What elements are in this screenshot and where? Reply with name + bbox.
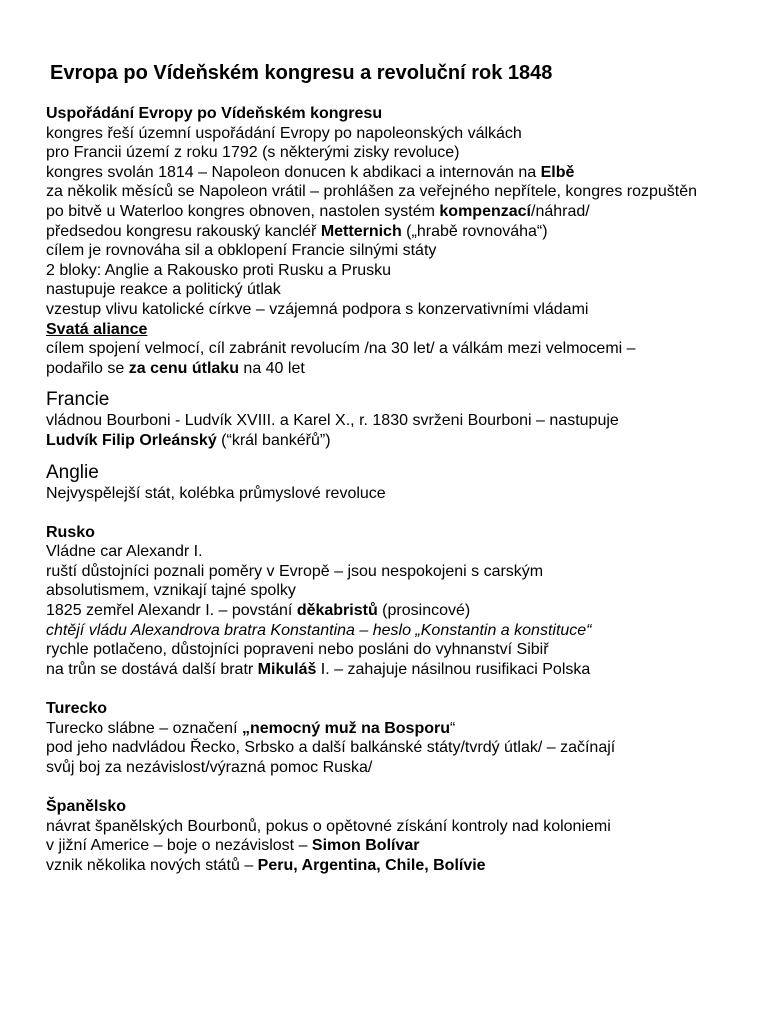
text-line: 2 bloky: Anglie a Rakousko proti Rusku a Prusku — [46, 261, 392, 279]
section-heading-anglie: Anglie — [46, 461, 99, 483]
term-elbe: Elbě — [540, 163, 575, 181]
section-heading-rusko: Rusko — [46, 523, 95, 541]
term-mikulas: Mikuláš — [257, 660, 317, 678]
term-ludvik-filip: Ludvík Filip Orleánský — [46, 431, 217, 449]
text-line: podařilo se za cenu útlaku na 40 let — [46, 359, 305, 377]
text-line: kongres svolán 1814 – Napoleon donucen k abdikaci a internován na Elbě — [46, 163, 575, 181]
text-line: vzestup vlivu katolické církve – vzájemná podpora s konzervativními vládami — [46, 300, 589, 318]
text-line: pro Francii území z roku 1792 (s některými zisky revoluce) — [46, 144, 460, 162]
text-line: Turecko slábne – označení „nemocný muž na Bosporu“ — [46, 719, 456, 737]
text-line: pod jeho nadvládou Řecko, Srbsko a další balkánské státy/tvrdý útlak/ – začínají — [46, 739, 616, 757]
term-kompenzaci: kompenzací — [439, 202, 531, 220]
subheading-svata-aliance: Svatá aliance — [46, 320, 148, 338]
section-heading-spanelsko: Španělsko — [46, 798, 127, 815]
text-line: Ludvík Filip Orleánský (“král bankéřů”) — [46, 431, 331, 449]
text-line: v jižní Americe – boje o nezávislost – Simon Bolívar — [46, 837, 420, 855]
term-simon-bolivar: Simon Bolívar — [311, 837, 420, 855]
term-za-cenu-utlaku: za cenu útlaku — [128, 359, 239, 377]
term-dekabristu: děkabristů — [296, 602, 378, 620]
text-line: Nejvyspělejší stát, kolébka průmyslové revoluce — [46, 484, 386, 502]
page-title: Evropa po Vídeňském kongresu a revoluční rok 1848 — [50, 62, 553, 84]
document-body — [46, 104, 746, 875]
text-line: na trůn se dostává další bratr Mikuláš I. – zahajuje násilnou rusifikaci Polska — [46, 660, 591, 678]
term-nemocny-muz: „nemocný muž na Bosporu — [241, 719, 450, 737]
section-heading-turecko: Turecko — [46, 700, 108, 718]
text-line: 1825 zemřel Alexandr I. – povstání děkabristů (prosincové) — [46, 602, 471, 620]
text-line: svůj boj za nezávislost/výrazná pomoc Ruska/ — [46, 758, 373, 776]
text-line: ruští důstojníci poznali poměry v Evropě – jsou nespokojeni s carským — [46, 562, 544, 580]
text-line: rychle potlačeno, důstojníci popraveni nebo posláni do vyhnanství Sibiř — [46, 641, 549, 659]
text-line: předsedou kongresu rakouský kancléř Metternich („hrabě rovnováha“) — [46, 222, 548, 240]
text-line-italic: chtějí vládu Alexandrova bratra Konstantina – heslo „Konstantin a konstituce“ — [46, 621, 592, 639]
text-line: návrat španělských Bourbonů, pokus o opětovné získání kontroly nad koloniemi — [46, 817, 611, 835]
text-line: vznik několika nových států – Peru, Argentina, Chile, Bolívie — [46, 856, 486, 874]
text-line: kongres řeší územní uspořádání Evropy po napoleonských válkách — [46, 124, 522, 142]
text-line: za několik měsíců se Napoleon vrátil – prohlášen za veřejného nepřítele, kongres rozpuštěn — [46, 183, 698, 201]
section-heading-usporadani: Uspořádání Evropy po Vídeňském kongresu — [46, 105, 383, 122]
term-metternich: Metternich — [320, 222, 402, 240]
text-line: absolutismem, vznikají tajné spolky — [46, 582, 296, 600]
text-line: cílem spojení velmocí, cíl zabránit revolucím /na 30 let/ a válkám mezi velmocemi – — [46, 340, 636, 358]
term-new-states: Peru, Argentina, Chile, Bolívie — [257, 856, 486, 874]
text-line: Vládne car Alexandr I. — [46, 543, 203, 561]
text-line: po bitvě u Waterloo kongres obnoven, nastolen systém kompenzací/náhrad/ — [46, 202, 590, 220]
text-line: cílem je rovnováha sil a obklopení Francie silnými státy — [46, 242, 437, 260]
text-line: vládnou Bourboni - Ludvík XVIII. a Karel X., r. 1830 svrženi Bourboni – nastupuje — [46, 412, 619, 430]
text-line: nastupuje reakce a politický útlak — [46, 281, 281, 299]
section-heading-francie: Francie — [46, 389, 110, 411]
